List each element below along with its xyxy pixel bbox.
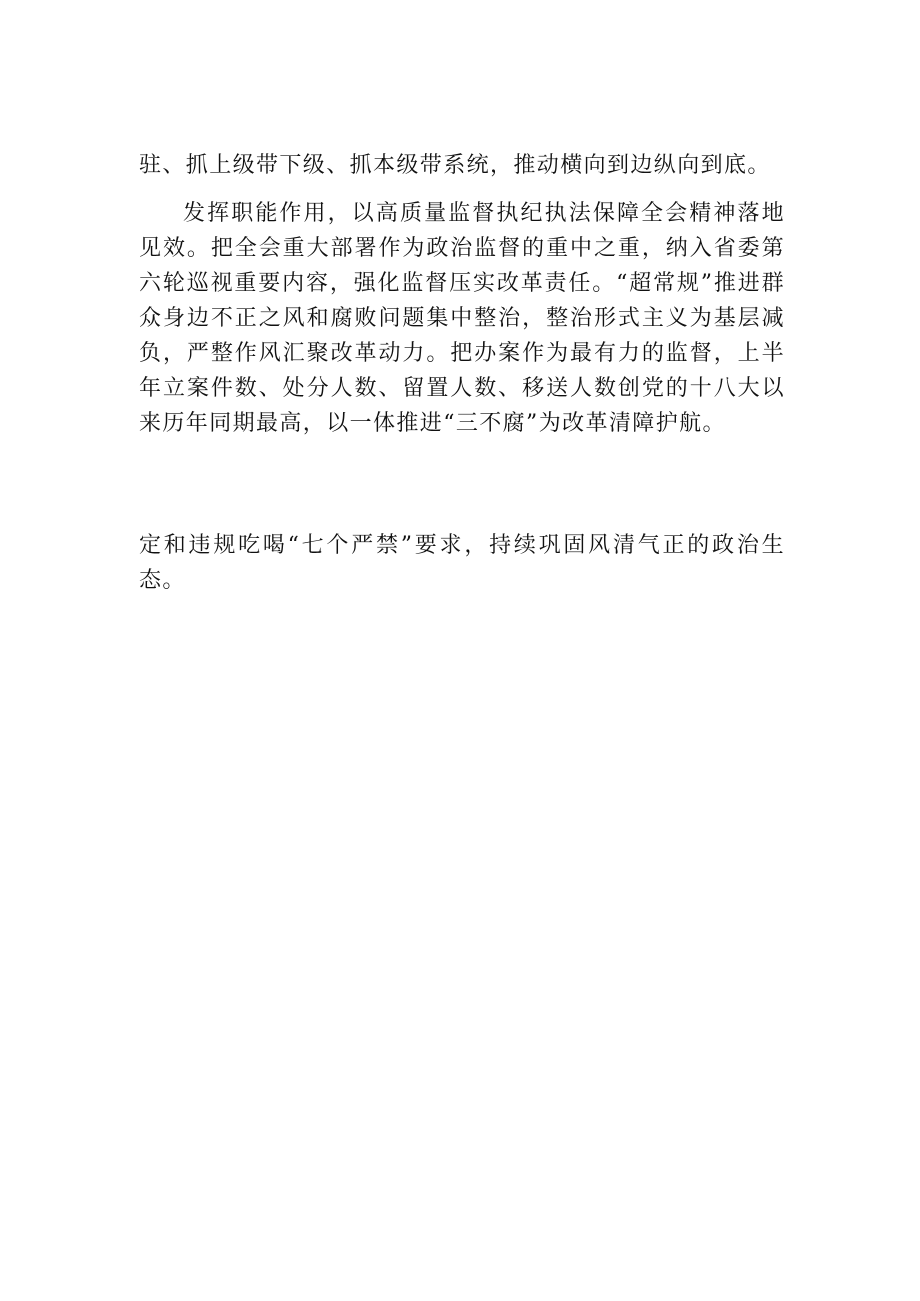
- paragraph-text: 发挥职能作用，以高质量监督执纪执法保障全会精神落地见效。把全会重大部署作为政治监督的重中之重，纳入省委第六轮巡视重要内容，强化监督压实改革责任。“超常规”推进群众身边不正之风和腐败问题集中整治，整治形式主义为基层减负，严整作风汇聚改革动力。把办案作为最有力的监督，上半年立案件数、处分人数、留置人数、移送人数创党的十八大以来历年同期最高，以一体推进“三不腐”为改革清障护航。: [139, 201, 785, 436]
- paragraph-continuation: [139, 528, 785, 598]
- paragraph-text: 驻、抓上级带下级、抓本级带系统，推动横向到边纵向到底。: [139, 153, 771, 178]
- paragraph-continuation: [139, 148, 785, 183]
- paragraph-text: 定和违规吃喝“七个严禁”要求，持续巩固风清气正的政治生态。: [139, 533, 785, 593]
- paragraph-body: [139, 196, 785, 441]
